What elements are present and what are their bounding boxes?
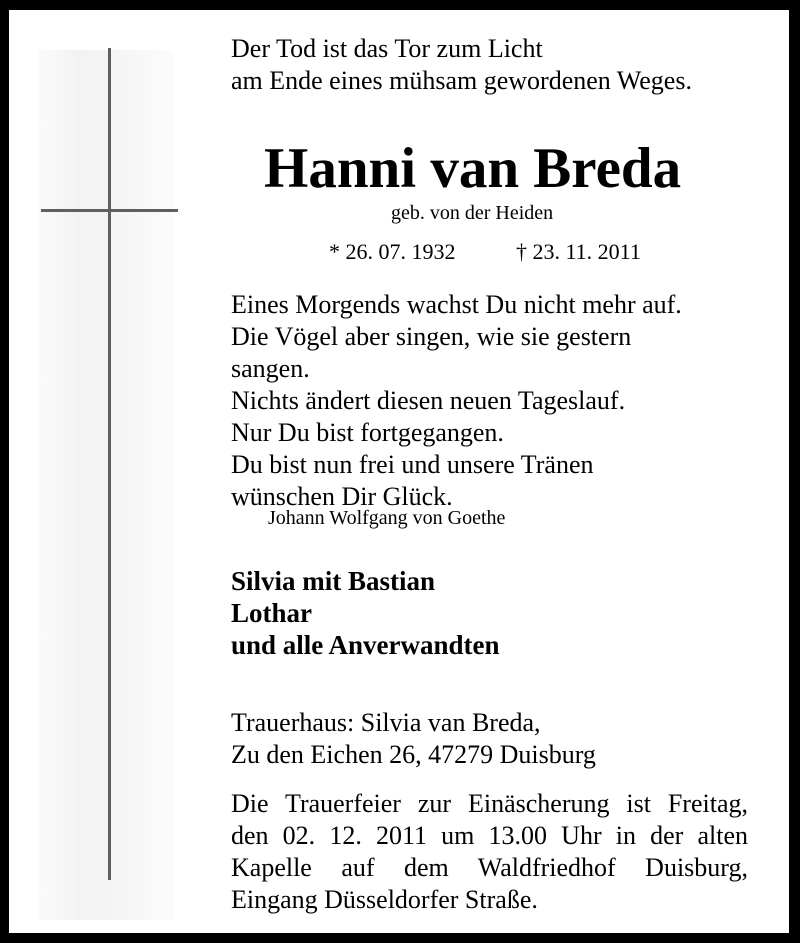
cross-icon-vertical-bar: [108, 48, 111, 880]
poem-line: wünschen Dir Glück.: [231, 482, 453, 511]
service-line: Kapelle auf dem Waldfriedhof Duisburg,: [231, 853, 748, 882]
poem-author: Johann Wolfgang von Goethe: [268, 507, 506, 529]
service-line: Eingang Düsseldorfer Straße.: [231, 885, 538, 914]
service-line: den 02. 12. 2011 um 13.00 Uhr in der alten: [231, 821, 748, 850]
address-line: Trauerhaus: Silvia van Breda,: [231, 708, 541, 737]
poem: [231, 289, 682, 513]
deceased-name: Hanni van Breda: [264, 137, 682, 200]
mourning-house-address: [231, 707, 596, 771]
motto-line: am Ende eines mühsam gewordenen Weges.: [231, 66, 692, 95]
motto-line: Der Tod ist das Tor zum Licht: [231, 34, 543, 63]
birth-date: * 26. 07. 1932: [329, 239, 456, 264]
cross-icon-horizontal-bar: [41, 209, 178, 212]
poem-line: Nichts ändert diesen neuen Tageslauf.: [231, 386, 626, 415]
poem-line: sangen.: [231, 354, 310, 383]
motto: [231, 33, 692, 97]
address-line: Zu den Eichen 26, 47279 Duisburg: [231, 740, 596, 769]
poem-line: Nur Du bist fortgegangen.: [231, 418, 504, 447]
mourner-line: und alle Anverwandten: [231, 630, 500, 660]
mourner-line: Silvia mit Bastian: [231, 566, 436, 596]
service-line: Die Trauerfeier zur Einäscherung ist Freitag,: [231, 789, 748, 818]
decorative-shading: [38, 50, 173, 920]
poem-line: Die Vögel aber singen, wie sie gestern: [231, 322, 632, 351]
poem-line: Eines Morgends wachst Du nicht mehr auf.: [231, 290, 682, 319]
poem-line: Du bist nun frei und unsere Tränen: [231, 450, 594, 479]
mourner-line: Lothar: [231, 598, 312, 628]
death-date: † 23. 11. 2011: [516, 239, 641, 264]
mourners: [231, 565, 500, 661]
funeral-service-info: [231, 788, 748, 916]
maiden-name: geb. von der Heiden: [391, 202, 554, 224]
